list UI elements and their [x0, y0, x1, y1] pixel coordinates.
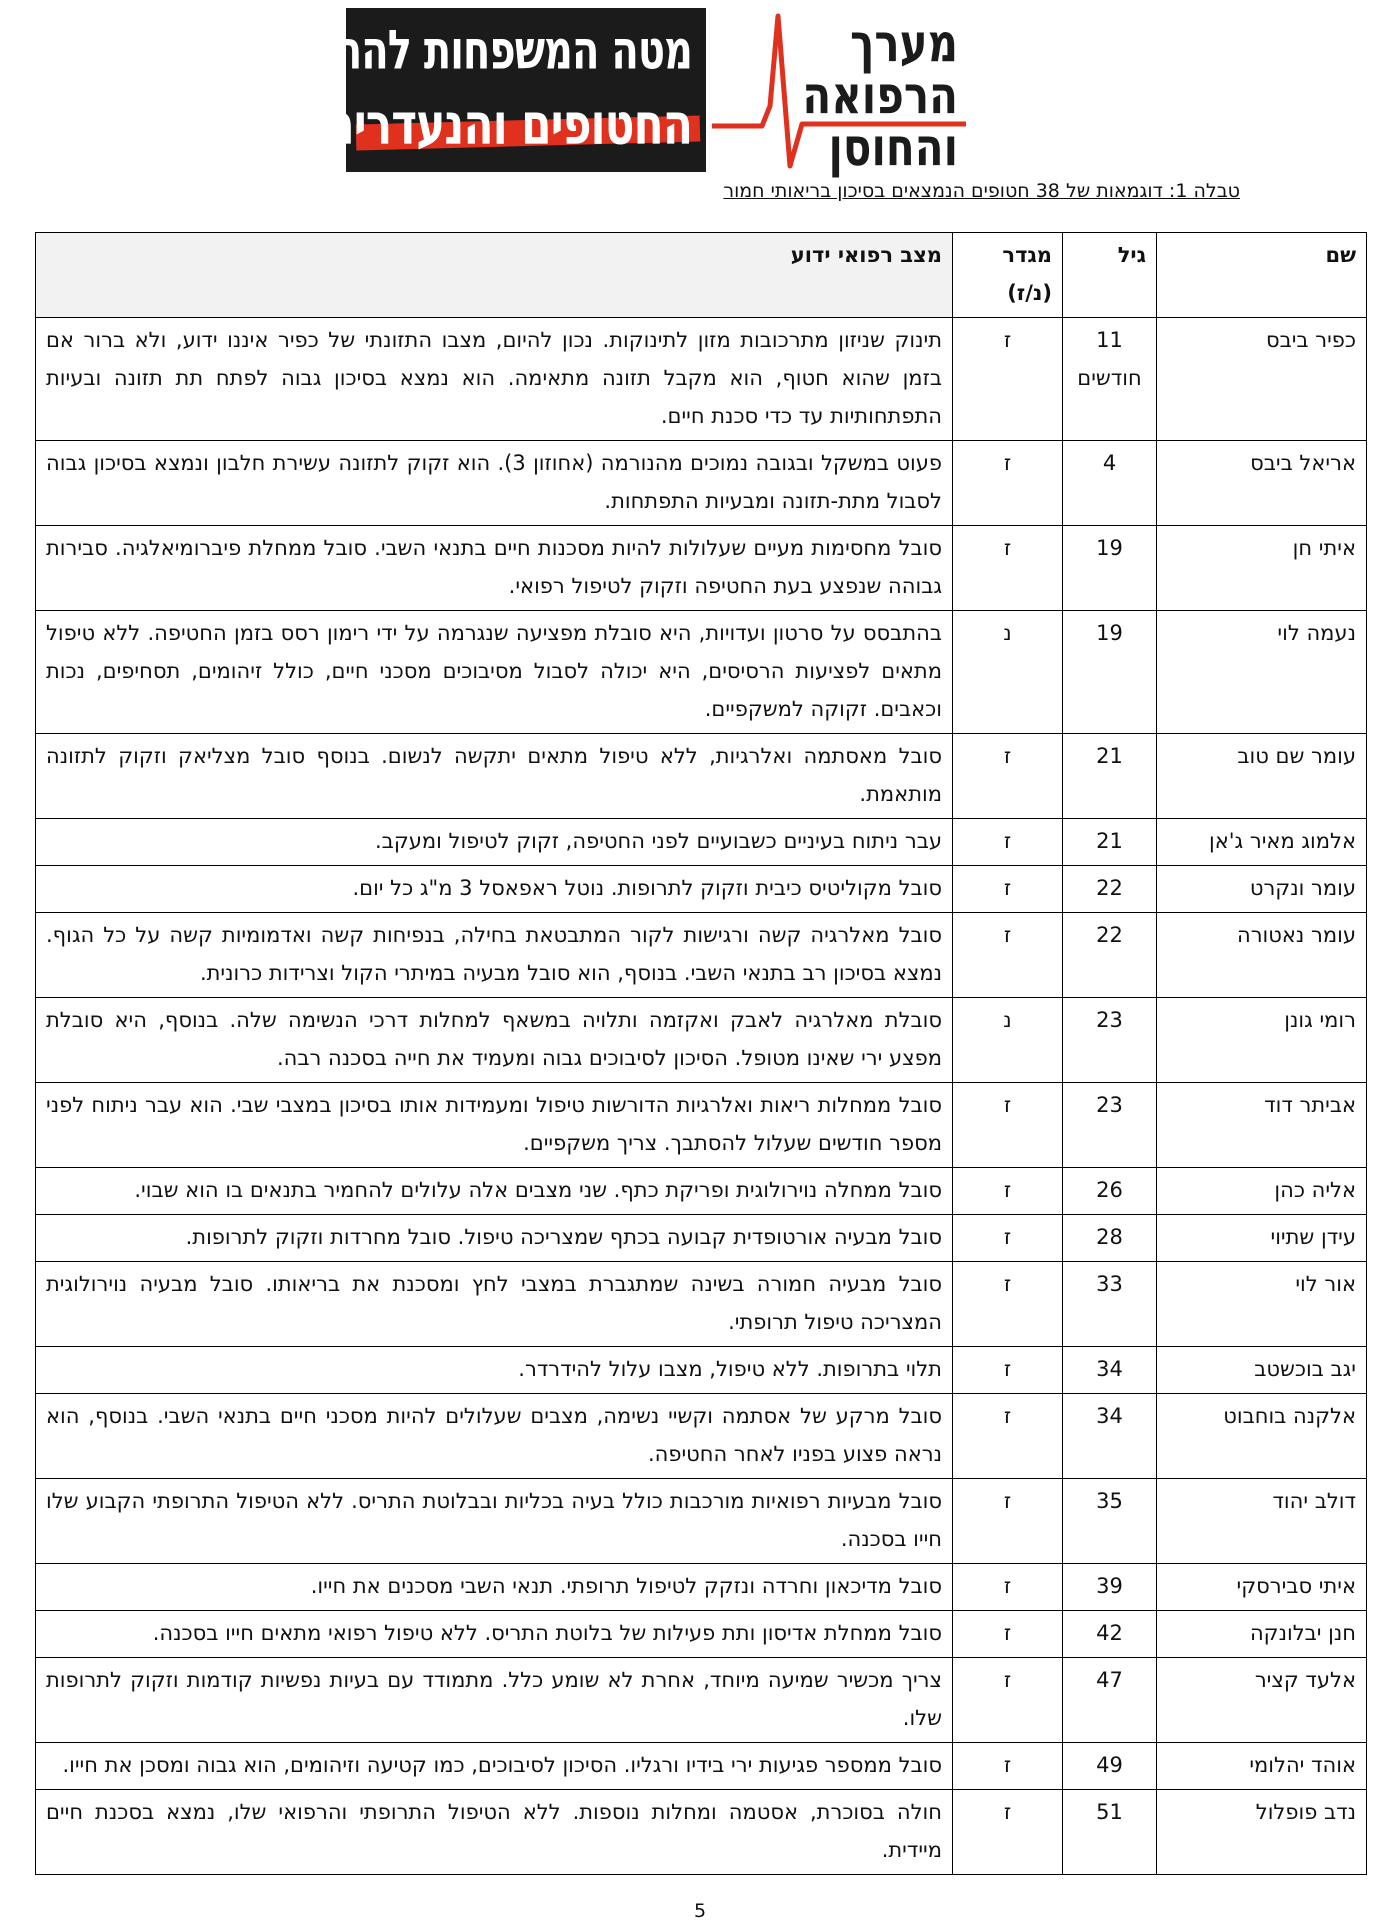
table-row [36, 1347, 1367, 1394]
hostage-medical-status-cell: סובל מאסתמה ואלרגיות, ללא טיפול מתאים יתקשה לנשום. בנוסף סובל מצליאק וזקוק לתזונה מותאמת. [36, 734, 953, 819]
table-row [36, 734, 1367, 819]
hostage-name-cell: אלעד קציר [1157, 1658, 1367, 1743]
hostage-gender-cell: ז [953, 819, 1063, 866]
medical-logo-line2: הרפואה [802, 64, 958, 126]
hostage-name-cell: עידן שתיוי [1157, 1215, 1367, 1262]
hostage-gender-cell: ז [953, 1790, 1063, 1875]
hostage-gender-cell: נ [953, 611, 1063, 734]
hostage-age-cell: 23 [1063, 998, 1157, 1083]
table-row [36, 441, 1367, 526]
page-number: 5 [693, 1900, 707, 1922]
table-row [36, 611, 1367, 734]
hostage-age-cell: 23 [1063, 1083, 1157, 1168]
hostage-medical-status-cell: סובל ממחלת אדיסון ותת פעילות של בלוטת התריס. ללא טיפול רפואי מתאים חייו בסכנה. [36, 1611, 953, 1658]
hostage-gender-cell: ז [953, 318, 1063, 441]
hostage-gender-cell: ז [953, 1394, 1063, 1479]
hostage-gender-cell: ז [953, 1262, 1063, 1347]
hostage-medical-status-cell: תינוק שניזון מתרכובות מזון לתינוקות. נכון להיום, מצבו התזונתי של כפיר איננו ידוע, ולא ברור אם בזמן שהוא חטוף, הוא מקבל תזונה מתאימה. הוא נמצא בסיכון גבוה לפתח תת תזונה ובעיות התפתחותיות עד כדי סכנת חיים. [36, 318, 953, 441]
hostage-medical-status-cell: סובל ממספר פגיעות ירי בידיו ורגליו. הסיכון לסיבוכים, כמו קטיעה וזיהומים, הוא גבוה ומסכן את חייו. [36, 1743, 953, 1790]
hostage-name-cell: עומר ונקרט [1157, 866, 1367, 913]
hostage-name-cell: אביתר דוד [1157, 1083, 1367, 1168]
table-row [36, 819, 1367, 866]
hostage-name-cell: חנן יבלונקה [1157, 1611, 1367, 1658]
hostage-gender-cell: ז [953, 1215, 1063, 1262]
hostage-gender-cell: ז [953, 913, 1063, 998]
hostage-age-cell: 21 [1063, 819, 1157, 866]
hostage-medical-status-cell: בהתבסס על סרטון ועדויות, היא סובלת מפציעה שנגרמה על ידי רימון רסס בזמן החטיפה. ללא טיפול מתאים לפציעות הרסיסים, היא יכולה לסבול מסיבוכים מסכני חיים, כולל זיהומים, תסחיפים, נכות וכאבים. זקוקה למשקפיים. [36, 611, 953, 734]
hostage-age-cell: 4 [1063, 441, 1157, 526]
hostage-gender-cell: ז [953, 441, 1063, 526]
hostage-gender-cell: ז [953, 1743, 1063, 1790]
hostage-name-cell: אלקנה בוחבוט [1157, 1394, 1367, 1479]
hostage-age-cell: 19 [1063, 611, 1157, 734]
hostage-medical-status-cell: סובל ממחלות ריאות ואלרגיות הדורשות טיפול ומעמידות אותו בסיכון במצבי שבי. הוא עבר ניתוח לפני מספר חודשים שעלול להסתבך. צריך משקפיים. [36, 1083, 953, 1168]
hostage-age-cell: 39 [1063, 1564, 1157, 1611]
hostage-gender-cell: ז [953, 866, 1063, 913]
hostage-name-cell: איתי סבירסקי [1157, 1564, 1367, 1611]
table-caption: טבלה 1: דוגמאות של 38 חטופים הנמצאים בסיכון בריאותי חמור [723, 180, 1240, 202]
hostage-age-cell: 33 [1063, 1262, 1157, 1347]
hostage-age-cell: 22 [1063, 913, 1157, 998]
hostage-medical-status-cell: סובל מקוליטיס כיבית וזקוק לתרופות. נוטל ראפאסל 3 מ"ג כל יום. [36, 866, 953, 913]
hostage-name-cell: אור לוי [1157, 1262, 1367, 1347]
hostage-name-cell: אוהד יהלומי [1157, 1743, 1367, 1790]
table-row [36, 526, 1367, 611]
hostage-age-cell: 11 חודשים [1063, 318, 1157, 441]
hostage-name-cell: אליה כהן [1157, 1168, 1367, 1215]
header-logos [270, 6, 966, 178]
table-row [36, 1168, 1367, 1215]
table-row [36, 866, 1367, 913]
families-logo-line2: החטופים והנעדרים [324, 92, 692, 159]
hostage-age-cell: 51 [1063, 1790, 1157, 1875]
table-row [36, 1790, 1367, 1875]
hostage-gender-cell: ז [953, 1611, 1063, 1658]
medical-logo-line1: מערך [850, 12, 958, 74]
hostage-name-cell: רומי גונן [1157, 998, 1367, 1083]
hostage-medical-status-cell: סובל מבעיה חמורה בשינה שמתגברת במצבי לחץ ומסכנת את בריאותו. סובל מבעיה נוירולוגית המצריכה טיפול תרופתי. [36, 1262, 953, 1347]
column-header-gender: מגדר (נ/ז) [953, 233, 1063, 318]
table-row [36, 1743, 1367, 1790]
table-row [36, 1083, 1367, 1168]
table-row [36, 1611, 1367, 1658]
families-forum-logo [270, 8, 706, 172]
table-header-row [36, 233, 1367, 318]
table-row [36, 1394, 1367, 1479]
hostage-gender-cell: ז [953, 734, 1063, 819]
hostage-name-cell: אלמוג מאיר ג'אן [1157, 819, 1367, 866]
hostage-medical-status-cell: תלוי בתרופות. ללא טיפול, מצבו עלול להידרדר. [36, 1347, 953, 1394]
hostage-age-cell: 49 [1063, 1743, 1157, 1790]
hostage-medical-status-cell: סובל מחסימות מעיים שעלולות להיות מסכנות חיים בתנאי השבי. סובל ממחלת פיברומיאלגיה. סבירות גבוהה שנפצע בעת החטיפה וזקוק לטיפול רפואי. [36, 526, 953, 611]
table-row [36, 1564, 1367, 1611]
table-row [36, 1262, 1367, 1347]
column-header-medical-status: מצב רפואי ידוע [36, 233, 953, 318]
hostage-medical-status-cell: פעוט במשקל ובגובה נמוכים מהנורמה (אחוזון 3). הוא זקוק לתזונה עשירת חלבון ונמצא בסיכון גבוה לסבול מתת-תזונה ומבעיות התפתחות. [36, 441, 953, 526]
hostage-gender-cell: ז [953, 1347, 1063, 1394]
hostage-gender-cell: ז [953, 1564, 1063, 1611]
hostages-medical-table [35, 232, 1367, 1875]
hostage-name-cell: יגב בוכשטב [1157, 1347, 1367, 1394]
hostage-age-cell: 19 [1063, 526, 1157, 611]
hostage-name-cell: אריאל ביבס [1157, 441, 1367, 526]
column-header-age: גיל [1063, 233, 1157, 318]
hostage-medical-status-cell: סובל מבעיה אורטופדית קבועה בכתף שמצריכה טיפול. סובל מחרדות וזקוק לתרופות. [36, 1215, 953, 1262]
hostage-age-cell: 35 [1063, 1479, 1157, 1564]
hostage-gender-cell: נ [953, 998, 1063, 1083]
hostage-medical-status-cell: סובל מדיכאון וחרדה ונזקק לטיפול תרופתי. תנאי השבי מסכנים את חייו. [36, 1564, 953, 1611]
table-row [36, 1658, 1367, 1743]
hostage-medical-status-cell: חולה בסוכרת, אסטמה ומחלות נוספות. ללא הטיפול התרופתי והרפואי שלו, נמצא בסכנת חיים מיידית. [36, 1790, 953, 1875]
hostage-gender-cell: ז [953, 526, 1063, 611]
hostage-age-cell: 34 [1063, 1347, 1157, 1394]
hostage-medical-status-cell: סובלת מאלרגיה לאבק ואקזמה ותלויה במשאף למחלות דרכי הנשימה שלה. בנוסף, היא סובלת מפצע ירי שאינו מטופל. הסיכון לסיבוכים גבוה ומעמיד את חייה בסכנה רבה. [36, 998, 953, 1083]
hostage-name-cell: דולב יהוד [1157, 1479, 1367, 1564]
table-body [36, 318, 1367, 1875]
table-row [36, 1479, 1367, 1564]
hostage-medical-status-cell: צריך מכשיר שמיעה מיוחד, אחרת לא שומע כלל. מתמודד עם בעיות נפשיות קודמות וזקוק לתרופות שלו. [36, 1658, 953, 1743]
hostage-medical-status-cell: סובל מבעיות רפואיות מורכבות כולל בעיה בכליות ובבלוטת התריס. ללא הטיפול התרופתי הקבוע שלו חייו בסכנה. [36, 1479, 953, 1564]
hostage-name-cell: נדב פופלול [1157, 1790, 1367, 1875]
hostage-name-cell: עומר נאטורה [1157, 913, 1367, 998]
hostage-age-cell: 34 [1063, 1394, 1157, 1479]
table-row [36, 1215, 1367, 1262]
table-row [36, 913, 1367, 998]
hostage-name-cell: כפיר ביבס [1157, 318, 1367, 441]
hostage-age-cell: 42 [1063, 1611, 1157, 1658]
hostage-age-cell: 28 [1063, 1215, 1157, 1262]
hostage-gender-cell: ז [953, 1479, 1063, 1564]
hostage-gender-cell: ז [953, 1083, 1063, 1168]
medical-resilience-logo [712, 6, 966, 176]
column-header-name: שם [1157, 233, 1367, 318]
hostage-gender-cell: ז [953, 1658, 1063, 1743]
hostage-name-cell: עומר שם טוב [1157, 734, 1367, 819]
hostage-age-cell: 22 [1063, 866, 1157, 913]
hostage-medical-status-cell: סובל מרקע של אסתמה וקשיי נשימה, מצבים שעלולים להיות מסכני חיים בתנאי השבי. בנוסף, הוא נראה פצוע בפניו לאחר החטיפה. [36, 1394, 953, 1479]
table-row [36, 318, 1367, 441]
hostage-age-cell: 26 [1063, 1168, 1157, 1215]
hostage-name-cell: איתי חן [1157, 526, 1367, 611]
hostage-gender-cell: ז [953, 1168, 1063, 1215]
hostage-medical-status-cell: סובל ממחלה נוירולוגית ופריקת כתף. שני מצבים אלה עלולים להחמיר בתנאים בו הוא שבוי. [36, 1168, 953, 1215]
hostage-medical-status-cell: סובל מאלרגיה קשה ורגישות לקור המתבטאת בחילה, בנפיחות קשה ואדמומיות קשה על כל הגוף. נמצא בסיכון רב בתנאי השבי. בנוסף, הוא סובל מבעיה במיתרי הקול וצרידות כרונית. [36, 913, 953, 998]
families-logo-line1: מטה המשפחות להחזרת [270, 20, 692, 83]
hostage-medical-status-cell: עבר ניתוח בעיניים כשבועיים לפני החטיפה, זקוק לטיפול ומעקב. [36, 819, 953, 866]
hostage-age-cell: 47 [1063, 1658, 1157, 1743]
hostage-age-cell: 21 [1063, 734, 1157, 819]
table-row [36, 998, 1367, 1083]
medical-logo-line3: והחוסן [828, 116, 958, 178]
hostage-name-cell: נעמה לוי [1157, 611, 1367, 734]
